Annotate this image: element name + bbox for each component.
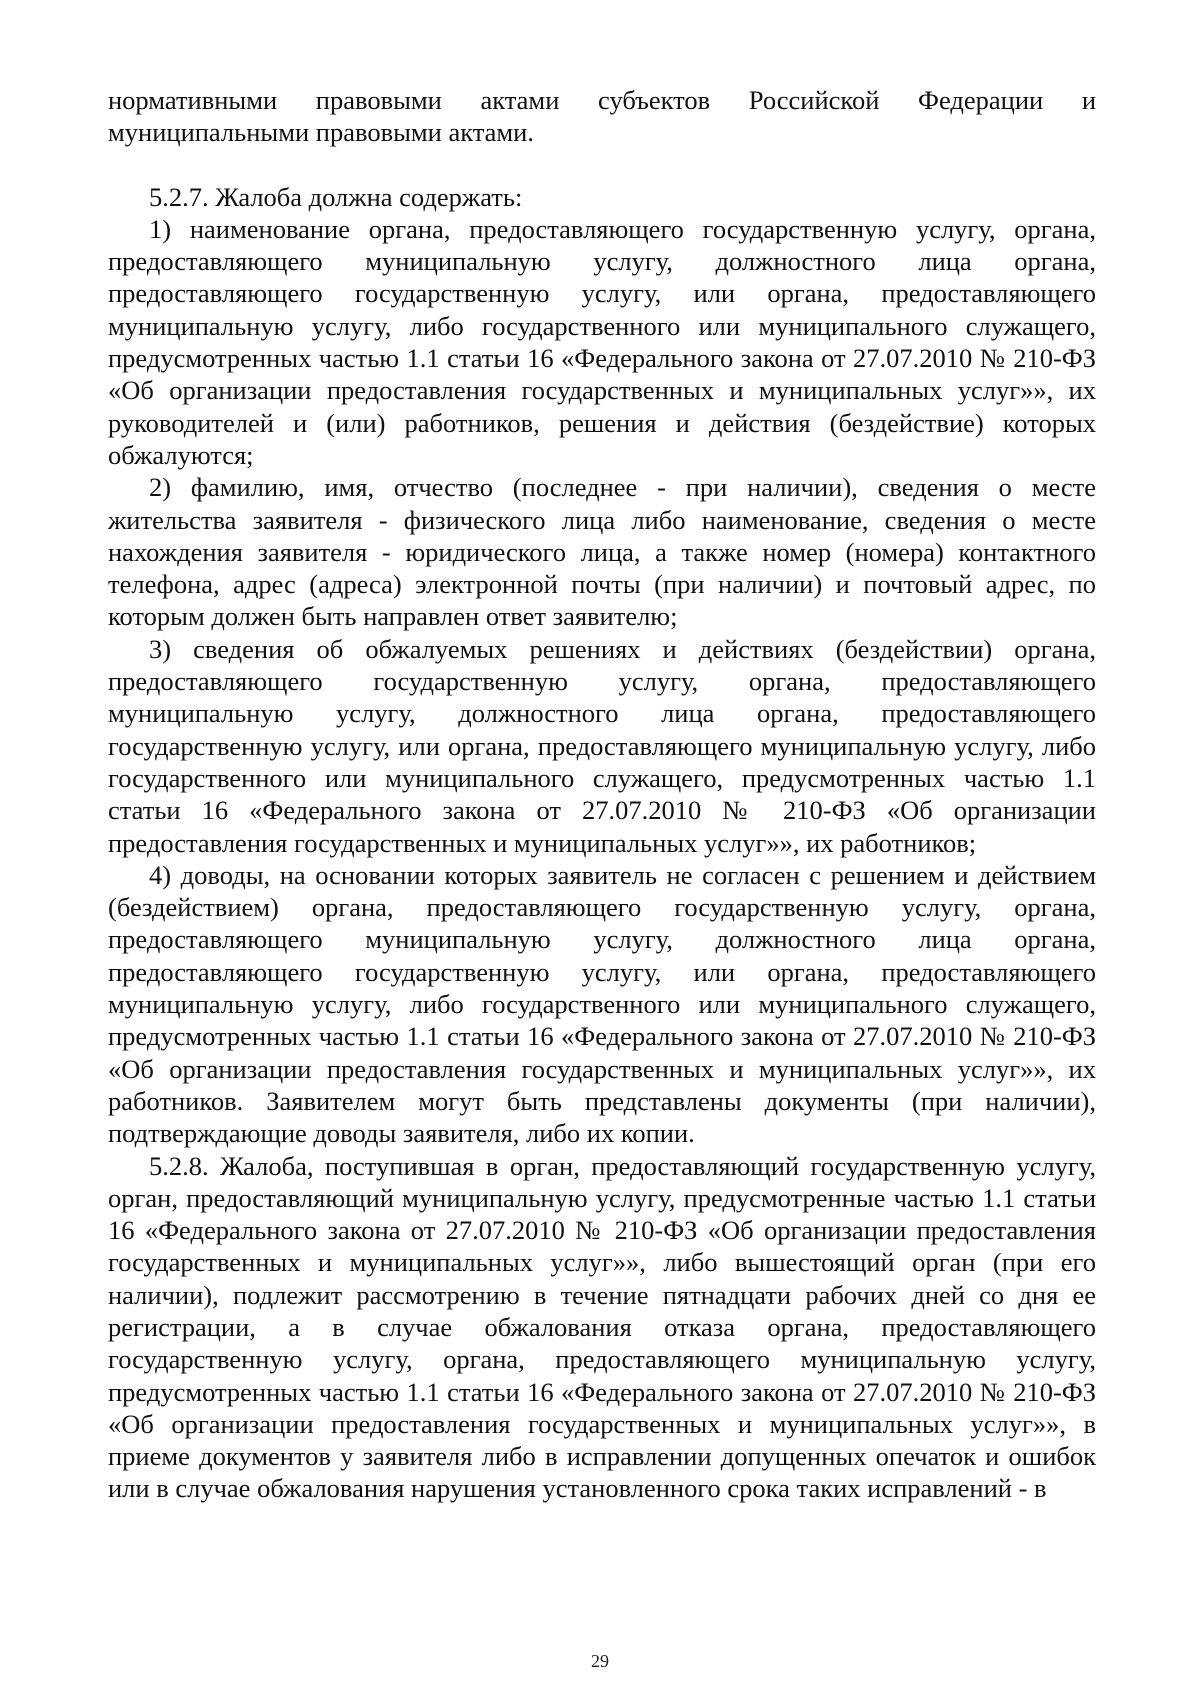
page-number: 29	[591, 1651, 609, 1671]
document-body	[108, 84, 1096, 1505]
paragraph-continuation: нормативными правовыми актами субъектов Российской Федерации и муниципальными правовыми актами.	[108, 85, 1096, 148]
list-item-4: 4) доводы, на основании которых заявитель не согласен с решением и действием (бездействием) органа, предоставляющего государственную услугу, органа, предоставляющего муниципальную услугу, должностного лица органа, предоставляющего государственную услугу, или органа, предоставляющего муниципальную услугу, либо государственного или муниципального служащего, предусмотренных частью 1.1 статьи 16 «Федерального закона от 27.07.2010 № 210-ФЗ «Об организации предоставления государственных и муниципальных услуг»», их работников. Заявителем могут быть представлены документы (при наличии), подтверждающие доводы заявителя, либо их копии.	[108, 859, 1096, 1149]
section-5-2-7-heading: 5.2.7. Жалоба должна содержать:	[149, 181, 523, 212]
list-item-3: 3) сведения об обжалуемых решениях и действиях (бездействии) органа, предоставляющего государственную услугу, органа, предоставляющего муниципальную услугу, должностного лица органа, предоставляющего государственную услугу, или органа, предоставляющего муниципальную услугу, либо государственного или муниципального служащего, предусмотренных частью 1.1 статьи 16 «Федерального закона от 27.07.2010 № 210-ФЗ «Об организации предоставления государственных и муниципальных услуг»», их работников;	[108, 633, 1096, 858]
list-item-2: 2) фамилию, имя, отчество (последнее - при наличии), сведения о месте жительства заявителя - физического лица либо наименование, сведения о месте нахождения заявителя - юридического лица, а также номер (номера) контактного телефона, адрес (адреса) электронной почты (при наличии) и почтовый адрес, по которым должен быть направлен ответ заявителю;	[108, 472, 1096, 632]
section-5-2-8-paragraph: 5.2.8. Жалоба, поступившая в орган, предоставляющий государственную услугу, орган, предоставляющий муниципальную услугу, предусмотренные частью 1.1 статьи 16 «Федерального закона от 27.07.2010 № 210-ФЗ «Об организации предоставления государственных и муниципальных услуг»», либо вышестоящий орган (при его наличии), подлежит рассмотрению в течение пятнадцати рабочих дней со дня ее регистрации, а в случае обжалования отказа органа, предоставляющего государственную услугу, органа, предоставляющего муниципальную услугу, предусмотренных частью 1.1 статьи 16 «Федерального закона от 27.07.2010 № 210-ФЗ «Об организации предоставления государственных и муниципальных услуг»», в приеме документов у заявителя либо в исправлении допущенных опечаток и ошибок или в случае обжалования нарушения установленного срока таких исправлений - в	[108, 1150, 1096, 1504]
list-item-1: 1) наименование органа, предоставляющего государственную услугу, органа, предоставляющего муниципальную услугу, должностного лица органа, предоставляющего государственную услугу, или органа, предоставляющего муниципальную услугу, либо государственного или муниципального служащего, предусмотренных частью 1.1 статьи 16 «Федерального закона от 27.07.2010 № 210-ФЗ «Об организации предоставления государственных и муниципальных услуг»», их руководителей и (или) работников, решения и действия (бездействие) которых обжалуются;	[108, 213, 1096, 470]
